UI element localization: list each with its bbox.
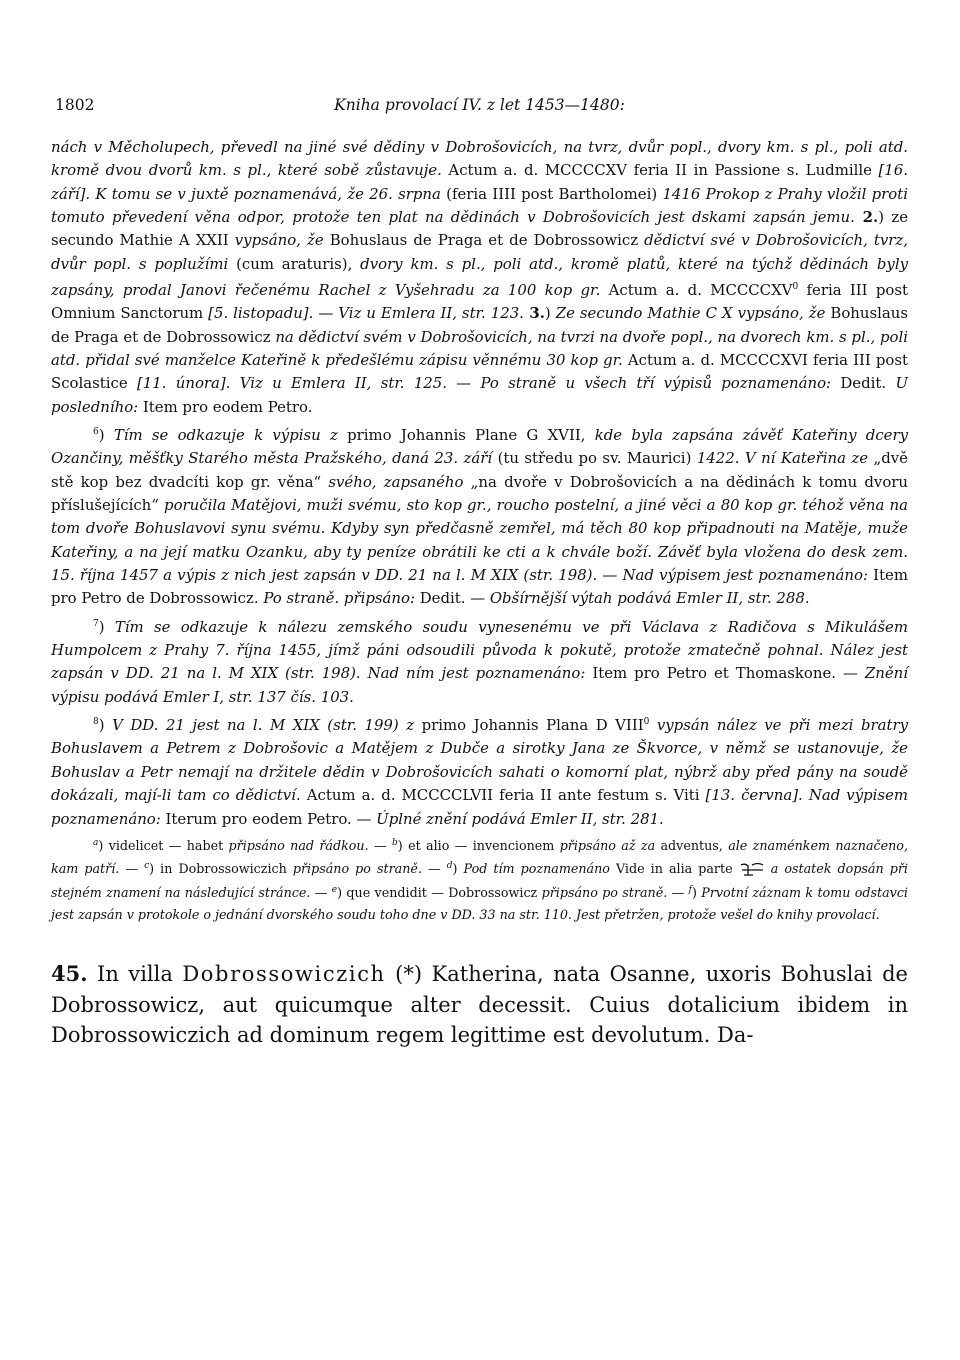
text-span: Dedit. <box>831 374 896 393</box>
text-span: a ostatek dopsán při stejném znamení na následující stránce. <box>51 861 908 901</box>
text-span: (*) Katherina, nata Osanne, uxoris Bohuslai de Dobrossowicz, aut quicumque alter decessit. Cuius dotalicium ibidem in Dobrossowiczich ad dominum regem legittime est devolutum. Da- <box>51 962 908 1048</box>
text-span: Bohuslaus de Praga et de Dobrossowicz <box>323 231 645 250</box>
text-span: Dobrossowiczich <box>182 962 386 987</box>
text-span: ) et alio — invencionem <box>397 838 560 854</box>
critical-apparatus <box>51 833 908 925</box>
text-span: Znění výpisu podává Emler I, str. 137 čís. 103. <box>51 664 908 706</box>
text-span: ) videlicet — habet <box>98 838 229 854</box>
text-span: připsáno po straně. <box>292 861 422 877</box>
text-span: V DD. 21 jest na l. M XIX (str. 199) z <box>112 716 415 735</box>
apparatus-marker: e <box>331 885 338 896</box>
text-span: připsáno až za <box>559 838 656 854</box>
text-span: Actum a. d. MCCCCXVI feria III post Scolastice <box>51 351 908 393</box>
text-span: (tu středu po sv. Maurici) <box>492 449 697 468</box>
text-span: K tomu se v juxtě poznamenává, že 26. srpna <box>90 184 447 203</box>
text-span: ) <box>98 426 114 445</box>
text-span: , kromě platů, které na týchž dědinách byly zapsány, prodal Janovi řečenému Rachel z Vyšehradu za 100 kop gr. <box>51 254 908 300</box>
text-span: Ze secundo Mathie C X vypsáno, že <box>555 304 826 323</box>
text-span: — <box>667 885 689 901</box>
page-header <box>51 96 908 136</box>
text-span: In villa <box>87 962 183 987</box>
footnote-marker: 8 <box>93 717 99 728</box>
apparatus-marker: c <box>144 861 150 872</box>
text-span: Bohuslaus de Praga et de Dobrossowicz <box>51 304 908 346</box>
superscript: 0 <box>643 717 650 728</box>
text-span: (feria IIII post Bartholomei) <box>446 184 663 203</box>
footnote-marker: 6 <box>93 427 99 438</box>
text-span: Item pro eodem Petro. <box>138 397 313 416</box>
text-span: nách v Měcholupech, převedl na jiné své dědiny v Dobrošovicích, na tvrz, dvůr popl., dvory km. s pl., poli atd. kromě dvou dvorů km. s pl., které sobě zůstavuje. <box>51 138 908 180</box>
text-span: ) <box>544 304 556 323</box>
text-span: 3. <box>523 304 545 323</box>
text-span: Pod tím poznamenáno <box>463 861 610 877</box>
text-span: Úplné znění podává Emler II, str. 281. <box>376 809 664 828</box>
text-span: Item pro Petro de Dobrossowicz. <box>51 566 908 608</box>
running-title: Kniha provolací IV. z let 1453—1480: <box>334 96 625 114</box>
text-span: poručila Matějovi, muži svému, sto kop gr., roucho postelní, a jiné věci a 80 kop gr. téhož věna na tom dvoře Bohuslavovi synu svému. Kdyby syn předčasně zemřel, má těch 80 kop připadnouti na Matěje, muže Kateřiny, a na její matku Ozanku, aby ty peníze obrátili ke cti a k chvále boží. Závěť byla vložena do desk zem. 15. října 1457 a výpis z nich jest zapsán v DD. 21 na l. M XIX (str. 198). — Nad výpisem jest poznamenáno: <box>51 496 908 585</box>
manuscript-sign-icon <box>739 862 765 876</box>
text-span: dvory km. s pl., poli atd. <box>360 254 559 273</box>
text-span: 2. <box>854 208 879 227</box>
footnote-continuation <box>51 136 908 419</box>
text-span: dědictví své v Dobrošovicích, tvrz, dvůr popl. s poplužími <box>51 231 908 273</box>
text-span: ) in Dobrossowiczich <box>149 861 293 877</box>
superscript: 0 <box>792 282 799 293</box>
text-span: [5. listopadu]. — Viz u Emlera II, str. 123. <box>208 304 524 323</box>
text-span: Actum a. d. MCCCCXV <box>600 281 793 300</box>
text-span: ) que vendidit — Dobrossowicz <box>337 885 542 901</box>
text-span: Vide in alia parte <box>609 861 739 877</box>
text-span: kde byla zapsána závěť Kateřiny dcery Ozančiny, měšťky Starého města Pražského, daná 23. září <box>51 426 909 468</box>
text-span: připsáno nad řádkou. <box>228 838 369 854</box>
text-span: Obšírnější výtah podává Emler II, str. 288. <box>489 589 810 608</box>
footnote-marker: 7 <box>93 618 99 629</box>
text-span: Tím se odkazuje k nálezu zemského soudu vynesenému ve při Václava z Radičova s Mikulášem Humpolcem z Prahy 7. října 1455, jímž páni odsoudili původa k pokutě, protože zmatečně pohnal. Nález jest zapsán v DD. 21 na l. M XIX (str. 198). Nad ním jest poznamenáno: <box>51 617 908 683</box>
text-span: „na dvoře v Dobrošovicích a na dědinách k tomu dvoru příslušejících“ <box>51 472 908 515</box>
text-span: ) <box>691 885 702 901</box>
text-span: Po straně. připsáno: <box>263 589 415 608</box>
page <box>51 96 908 1051</box>
text-span: — <box>119 861 145 877</box>
apparatus-marker: b <box>392 837 398 848</box>
text-span: 1422. V ní Kateřina ze <box>696 449 869 468</box>
text-span: ) ze secundo Mathie A XXII <box>51 208 909 250</box>
text-span: ) <box>452 861 464 877</box>
text-span: [13. června]. Nad výpisem poznamenáno: <box>51 786 909 828</box>
text-span: připsáno po straně. <box>541 885 668 901</box>
text-span: na dědictví svém v Dobrošovicích, na tvrzi na dvoře popl., na dvorech km. s pl., poli atd. přidal své manželce Kateřině k předešlému zápisu věnnému 30 kop gr. <box>51 327 908 370</box>
text-span: „dvě stě kop bez dvadcíti kop gr. věna“ <box>51 449 908 491</box>
text-span: Dedit. — <box>414 589 490 608</box>
footnote-6 <box>51 421 908 611</box>
entry-number: 45. <box>51 961 88 987</box>
text-span: — <box>310 885 332 901</box>
text-span: svého, zapsaného <box>328 472 464 491</box>
text-span: [11. února]. Viz u Emlera II, str. 125. — Po straně u všech tří výpisů poznamenáno: <box>136 374 832 393</box>
text-span: — <box>368 838 393 854</box>
page-number: 1802 <box>55 96 95 114</box>
entry-45 <box>51 959 908 1051</box>
text-span: — <box>421 861 447 877</box>
apparatus-marker: d <box>446 861 453 872</box>
text-span: vypsán nález ve při mezi bratry Bohuslavem a Petrem z Dobrošovic a Matějem z Dubče a sirotky Jana ze Škvorce, v němž se ustanovuje, že Bohuslav a Petr nemají na držitele dědin v Dobrošovicích sahati o komorní plat, nýbrž aby před pány na soudě dokázali, mají-li tam co dědictví. <box>51 716 908 805</box>
apparatus-marker: a <box>93 837 99 848</box>
text-span: adventus, <box>655 838 729 854</box>
footnote-8 <box>51 711 908 831</box>
footnote-7 <box>51 613 908 709</box>
apparatus-marker: f <box>688 885 692 896</box>
text-span: ) <box>98 617 115 636</box>
text-span: (cum araturis), <box>228 254 361 273</box>
text-span: Actum a. d. MCCCCLVII feria II ante festum s. Viti <box>300 786 706 805</box>
text-span: primo Johannis Plane G XVII, <box>337 426 595 445</box>
text-span: 1416 Prokop z Prahy vložil proti tomuto převedení věna odpor, protože ten plat na dědinách v Dobrošovicích jest dskami zapsán jemu. <box>51 184 909 227</box>
text-span: Actum a. d. MCCCCXV feria II in Passione s. Ludmille <box>441 161 879 180</box>
text-span: U posledního: <box>51 374 908 416</box>
text-span: Item pro Petro et Thomaskone. — <box>585 664 865 683</box>
text-span: feria III post Omnium Sanctorum <box>51 281 909 323</box>
text-span: ale znaménkem naznačeno, kam patří. <box>51 838 908 877</box>
text-span: Iterum pro eodem Petro. — <box>160 809 377 828</box>
text-span: primo Johannis Plana D VIII <box>414 716 644 735</box>
text-span: vypsáno, že <box>234 231 324 250</box>
text-span: Tím se odkazuje k výpisu z <box>113 426 338 445</box>
text-span: [16. září]. <box>51 161 908 203</box>
text-span: Prvotní záznam k tomu odstavci jest zapsán v protokole o jednání dvorského soudu toho dne v DD. 33 na str. 110. Jest přetržen, protože vešel do knihy provolací. <box>51 885 908 922</box>
text-span: ) <box>98 716 113 735</box>
